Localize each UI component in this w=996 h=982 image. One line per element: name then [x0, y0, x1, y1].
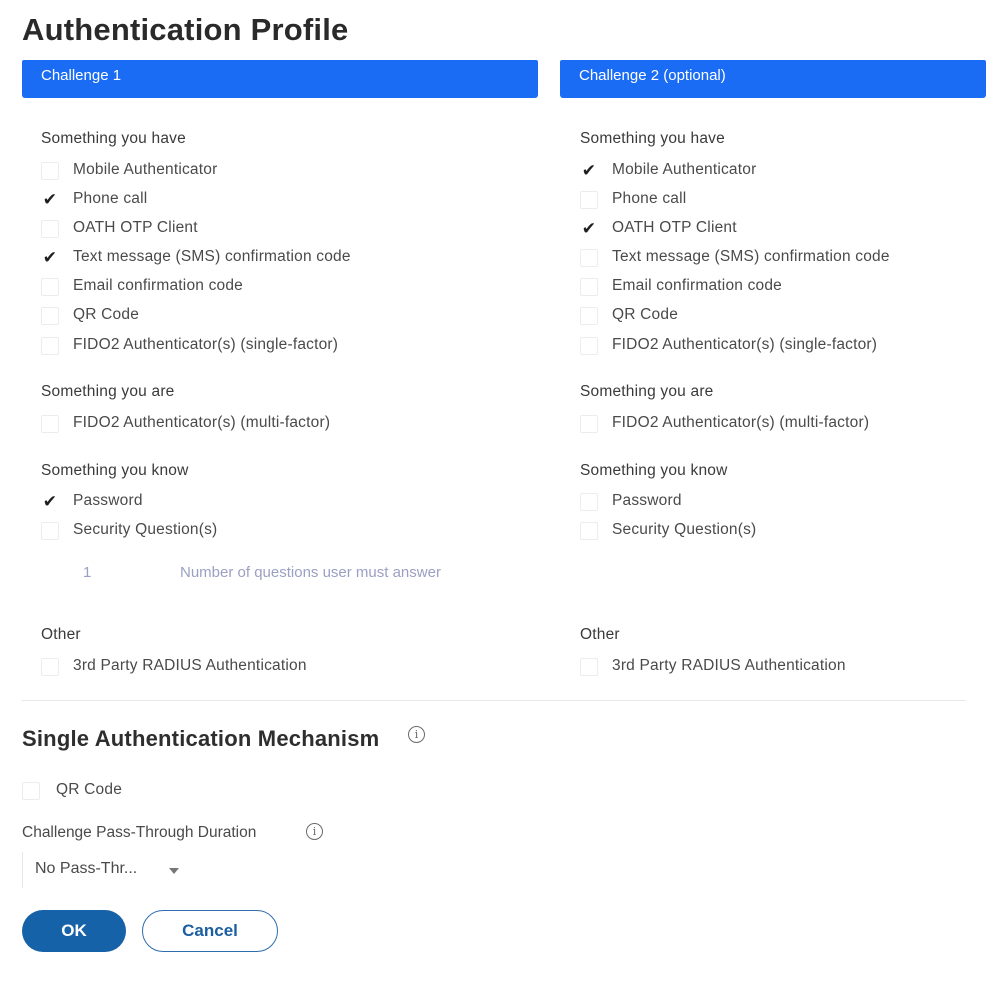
c1-have-option[interactable] — [41, 277, 441, 299]
c2-other-option[interactable] — [580, 657, 980, 679]
option-label: Text message (SMS) confirmation code — [73, 248, 351, 265]
option-label: FIDO2 Authenticator(s) (multi-factor) — [73, 414, 331, 431]
option-label: Password — [612, 492, 682, 509]
option-label: FIDO2 Authenticator(s) (multi-factor) — [612, 414, 870, 431]
checkbox-box[interactable] — [41, 415, 59, 433]
checkbox-box[interactable] — [41, 522, 59, 540]
option-label: Mobile Authenticator — [73, 161, 218, 178]
c1-know-title: Something you know — [41, 462, 189, 479]
c2-know-option[interactable] — [580, 521, 980, 543]
checkmark-icon[interactable]: ✔ — [581, 219, 597, 238]
challenge-1-column — [22, 60, 538, 98]
option-label: FIDO2 Authenticator(s) (single-factor) — [73, 336, 339, 353]
checkmark-icon[interactable]: ✔ — [42, 492, 58, 511]
option-label: Email confirmation code — [73, 277, 244, 294]
c2-have-option[interactable] — [580, 219, 980, 241]
cancel-button[interactable]: Cancel — [142, 910, 278, 952]
checkbox-box[interactable] — [41, 658, 59, 676]
challenge-1-header: Challenge 1 — [22, 60, 538, 98]
option-label: Phone call — [612, 190, 687, 207]
c2-have-title: Something you have — [580, 130, 725, 147]
c2-have-option[interactable] — [580, 336, 980, 358]
option-label: FIDO2 Authenticator(s) (single-factor) — [612, 336, 878, 353]
c1-have-option[interactable] — [41, 161, 441, 183]
checkbox-box[interactable] — [580, 658, 598, 676]
c2-are-title: Something you are — [580, 383, 714, 400]
option-label: Mobile Authenticator — [612, 161, 757, 178]
checkbox-box[interactable] — [580, 522, 598, 540]
checkbox-box[interactable] — [41, 337, 59, 355]
option-label: Phone call — [73, 190, 148, 207]
c1-have-option[interactable] — [41, 190, 441, 212]
checkbox-box[interactable] — [22, 782, 40, 800]
c2-have-option[interactable] — [580, 306, 980, 328]
page-title: Authentication Profile — [22, 12, 349, 47]
c2-have-option[interactable] — [580, 161, 980, 183]
c1-have-option[interactable] — [41, 306, 441, 328]
c2-have-option[interactable] — [580, 190, 980, 212]
pass-through-duration-select[interactable] — [22, 852, 192, 888]
challenge-2-column — [560, 60, 986, 98]
option-label: Security Question(s) — [612, 521, 757, 538]
section-divider — [22, 700, 966, 701]
checkbox-box[interactable] — [580, 249, 598, 267]
checkbox-box[interactable] — [580, 278, 598, 296]
ok-button[interactable]: OK — [22, 910, 126, 952]
checkmark-icon[interactable]: ✔ — [42, 248, 58, 267]
option-label: 3rd Party RADIUS Authentication — [612, 657, 846, 674]
option-label: 3rd Party RADIUS Authentication — [73, 657, 307, 674]
c2-have-option[interactable] — [580, 248, 980, 270]
checkbox-box[interactable] — [41, 307, 59, 325]
pass-through-duration-label: Challenge Pass-Through Duration — [22, 824, 257, 841]
info-icon[interactable]: i — [306, 823, 323, 840]
c1-have-option[interactable] — [41, 219, 441, 241]
checkbox-box[interactable] — [41, 220, 59, 238]
c2-have-option[interactable] — [580, 277, 980, 299]
chevron-down-icon — [169, 868, 179, 874]
checkbox-box[interactable] — [580, 337, 598, 355]
checkbox-box[interactable] — [580, 415, 598, 433]
c1-have-title: Something you have — [41, 130, 186, 147]
option-label: Password — [73, 492, 143, 509]
option-label: OATH OTP Client — [73, 219, 198, 236]
checkbox-box[interactable] — [580, 307, 598, 325]
pass-through-duration-value: No Pass-Thr... — [35, 860, 138, 877]
c1-have-option[interactable] — [41, 248, 441, 270]
questions-count-value[interactable]: 1 — [83, 564, 92, 581]
checkbox-box[interactable] — [41, 162, 59, 180]
option-label: OATH OTP Client — [612, 219, 737, 236]
c2-other-title: Other — [580, 626, 620, 643]
c1-know-option[interactable] — [41, 521, 441, 543]
c1-have-option[interactable] — [41, 336, 441, 358]
checkmark-icon[interactable]: ✔ — [42, 190, 58, 209]
checkbox-box[interactable] — [41, 278, 59, 296]
c1-are-title: Something you are — [41, 383, 175, 400]
option-label: QR Code — [612, 306, 679, 323]
c2-are-option[interactable] — [580, 414, 980, 436]
single-mechanism-title: Single Authentication Mechanism — [22, 726, 380, 751]
checkbox-box[interactable] — [580, 493, 598, 511]
c2-know-title: Something you know — [580, 462, 728, 479]
option-label: QR Code — [73, 306, 140, 323]
checkmark-icon[interactable]: ✔ — [581, 161, 597, 180]
questions-count-hint: Number of questions user must answer — [180, 564, 441, 581]
option-label: Email confirmation code — [612, 277, 783, 294]
single-qr-code-checkbox[interactable] — [22, 781, 422, 803]
challenge-2-header: Challenge 2 (optional) — [560, 60, 986, 98]
checkbox-box[interactable] — [580, 191, 598, 209]
info-icon[interactable]: i — [408, 726, 425, 743]
option-label: Text message (SMS) confirmation code — [612, 248, 890, 265]
option-label: Security Question(s) — [73, 521, 218, 538]
single-qr-code-label: QR Code — [56, 781, 123, 798]
c1-are-option[interactable] — [41, 414, 441, 436]
c1-other-option[interactable] — [41, 657, 441, 679]
c1-know-option[interactable] — [41, 492, 441, 514]
c1-other-title: Other — [41, 626, 81, 643]
c2-know-option[interactable] — [580, 492, 980, 514]
